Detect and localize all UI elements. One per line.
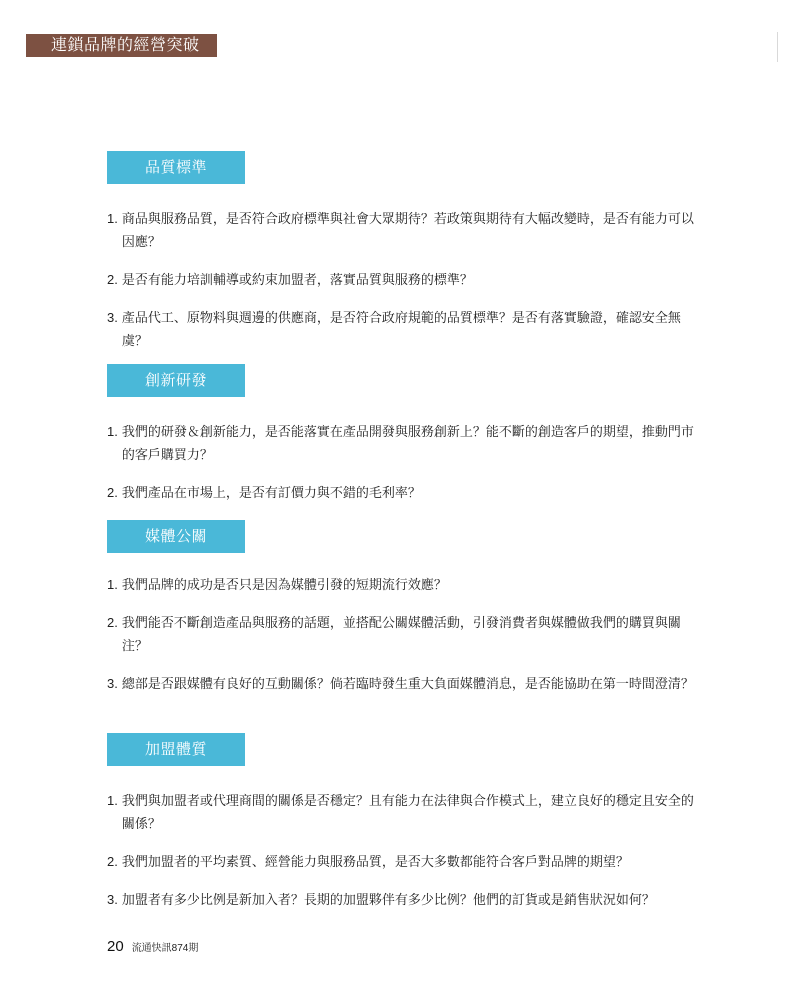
item-number: 2. [107,854,118,869]
item-number: 1. [107,211,118,226]
item-number: 3. [107,310,118,325]
question-item [107,306,697,352]
issue-label: 流通快訊874期 [131,943,199,954]
question-item [107,888,697,911]
item-number: 2. [107,272,118,287]
question-item [107,789,697,835]
section-franchise-health [107,733,697,911]
question-list [107,573,697,695]
item-text: 加盟者有多少比例是新加入者？長期的加盟夥伴有多少比例？他們的訂貨或是銷售狀況如何？ [121,892,655,907]
item-text: 我們能否不斷創造產品與服務的話題，並搭配公關媒體活動，引發消費者與媒體做我們的購買與關注？ [121,615,681,653]
item-number: 1. [107,424,118,439]
item-number: 1. [107,577,118,592]
question-item [107,573,697,596]
edge-divider [777,32,778,62]
section-label: 品質標準 [107,151,245,184]
section-label: 加盟體質 [107,733,245,766]
question-item [107,268,697,291]
section-innovation-rd [107,364,697,504]
item-number: 3. [107,892,118,907]
question-item [107,420,697,466]
item-text: 我們品牌的成功是否只是因為媒體引發的短期流行效應？ [121,577,447,592]
question-item [107,850,697,873]
section-label: 媒體公關 [107,520,245,553]
page-header-title: 連鎖品牌的經營突破 [26,34,217,57]
page-number: 20 [107,938,124,955]
page-footer [107,938,198,958]
item-text: 總部是否跟媒體有良好的互動關係？倘若臨時發生重大負面媒體消息，是否能協助在第一時間澄清？ [121,676,694,691]
question-item [107,672,697,695]
section-label: 創新研發 [107,364,245,397]
question-item [107,207,697,253]
item-text: 商品與服務品質，是否符合政府標準與社會大眾期待？若政策與期待有大幅改變時，是否有能力可以因應？ [121,211,694,249]
section-media-pr [107,520,697,695]
item-number: 3. [107,676,118,691]
item-number: 2. [107,485,118,500]
item-text: 我們產品在市場上，是否有訂價力與不錯的毛利率？ [121,485,421,500]
section-quality-standards [107,151,697,352]
item-text: 我們的研發＆創新能力，是否能落實在產品開發與服務創新上？能不斷的創造客戶的期望，推動門市的客戶購買力？ [121,424,694,462]
item-number: 1. [107,793,118,808]
question-list [107,207,697,352]
item-text: 是否有能力培訓輔導或約束加盟者，落實品質與服務的標準？ [121,272,473,287]
item-text: 我們加盟者的平均素質、經營能力與服務品質，是否大多數都能符合客戶對品牌的期望？ [121,854,629,869]
item-number: 2. [107,615,118,630]
item-text: 產品代工、原物料與週邊的供應商，是否符合政府規範的品質標準？是否有落實驗證，確認安全無虞？ [121,310,681,348]
question-list [107,789,697,911]
item-text: 我們與加盟者或代理商間的關係是否穩定？且有能力在法律與合作模式上，建立良好的穩定且安全的關係？ [121,793,694,831]
question-item [107,481,697,504]
question-item [107,611,697,657]
question-list [107,420,697,504]
